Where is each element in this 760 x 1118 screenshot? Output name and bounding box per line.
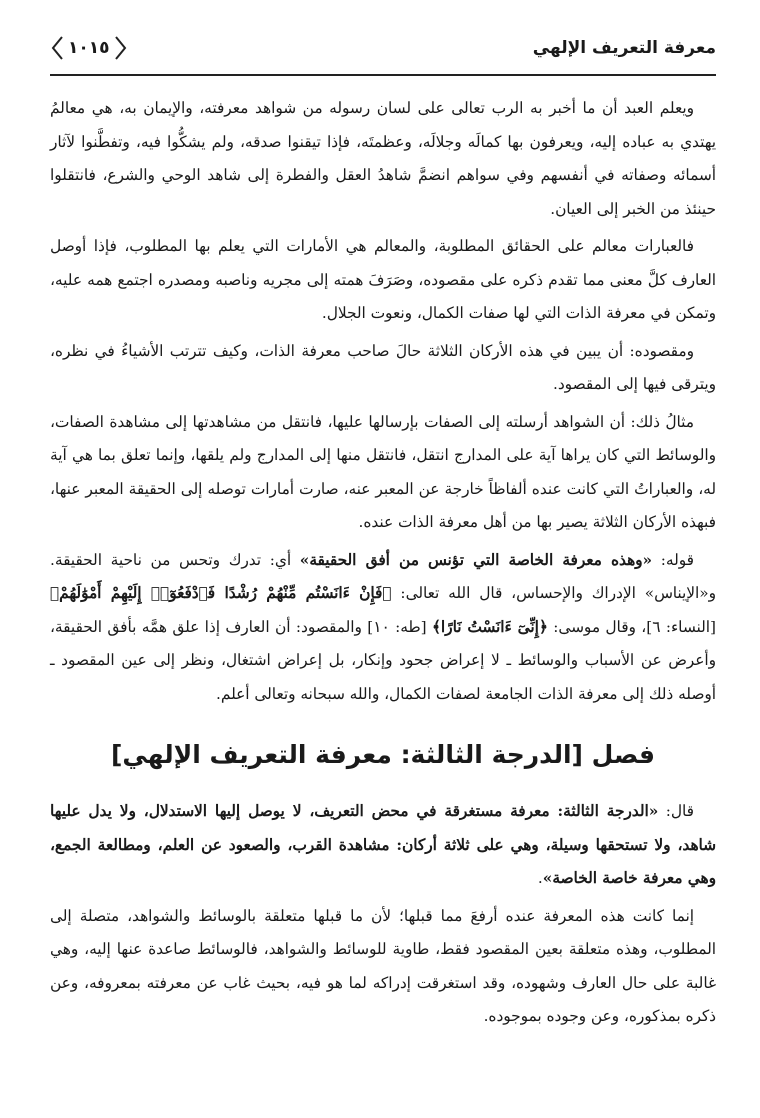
header-rule	[50, 74, 716, 76]
verse-reference-nisa: [النساء: ٦]، وقال موسى:	[547, 617, 716, 636]
bracket-left-icon	[50, 35, 64, 61]
qawluhu-intro: قوله:	[652, 550, 694, 569]
commentary-paragraph	[50, 544, 716, 712]
matn-paragraph	[50, 795, 716, 896]
commentary-rest: والمقصود: أن العارف إذا علق همَّه بأفق الحقيقة، وأعرض عن الأسباب والوسائط ـ لا إعراض جحود وإنكار، بل إعراض اشتغال، ونظر إلى عين المقصود ـ أوصله ذلك إلى معرفة الذات الجامعة لصفات الكمال، والله سبحانه وتعالى أعلم.	[50, 617, 716, 703]
bracket-right-icon	[114, 35, 128, 61]
qaal-intro: قال:	[658, 802, 694, 820]
section-heading: فصل [الدرجة الثالثة: معرفة التعريف الإلهي]	[111, 740, 655, 769]
quran-verse-taha: ﴿إِنِّىٓ ءَانَسْتُ نَارًا﴾	[431, 617, 548, 636]
page-number-frame	[50, 35, 128, 61]
verse-reference-taha: [طه: ١٠]	[367, 617, 432, 636]
final-paragraph: إنما كانت هذه المعرفة عنده أرفعَ مما قبلها؛ لأن ما قبلها متعلقة بالوسائط والشواهد، متصلة إلى المطلوب، وهذه متعلقة بعين المقصود فقط، طاوية للوسائط والشواهد، فالوسائط صاعدة عنها إليه، وهي غالبة على حال العارف وشهوده، وقد استغرقت إدراكه لما هو فيه، بحيث غاب عن معرفته بمعروفه، وعن ذكره بمذكوره، وعن وجوده بموجوده.	[50, 906, 716, 1025]
page-header	[50, 28, 716, 68]
paragraph-4: مثالُ ذلك: أن الشواهد أرسلته إلى الصفات بإرسالها عليها، فانتقل من مشاهدتها إلى مشاهدة الصفات، والوسائط التي كان يراها آية على المدارج انتقل، فانتقل منها إلى المدارج ولم يلقها، وإنما تعلق بما هي آية له، والعباراتُ التي كانت عنده ألفاظاً خارجة عن المعبر عنه، صارت أمارات توصله إلى الحقيقة المعبر عنها، فبهذه الأركان الثلاثة يصير بها من أهل معرفة الذات عنده.	[50, 412, 716, 531]
paragraph-3: ومقصوده: أن يبين في هذه الأركان الثلاثة حالَ صاحب معرفة الذات، وكيف تترتب الأشياءُ في نظره، ويترقى فيها إلى المقصود.	[50, 341, 716, 393]
paragraph-2: فالعبارات معالم على الحقائق المطلوبة، والمعالم هي الأمارات التي يعلم بها المطلوب، فإذا أوصل العارف كلَّ معنى مما تقدم ذكره على مقصوده، وصَرَفَ همته إلى مجريه وناصبه ومصدره اجتمع همه عليه، وتمكن في معرفة الذات التي لها صفات الكمال، ونعوت الجلال.	[50, 237, 716, 322]
matn-end: .	[537, 869, 543, 887]
matn-quote: «وهذه معرفة الخاصة التي تؤنس من أفق الحقيقة»	[299, 550, 653, 569]
running-title: معرفة التعريف الإلهي	[532, 38, 716, 58]
paragraph-1: ويعلم العبد أن ما أخبر به الرب تعالى على لسان رسوله من شواهد معرفته، والإيمان به، هي معالمُ يهتدي به عباده إليه، ويعرفون بها كمالَه وجلالَه، وعظمتَه، فإذا تيقنوا صدقه، ولم يشكُّوا فيه، وتفطَّنوا لآثار أسمائه وصفاته في أنفسهم وفي سواهم انضمَّ شاهدُ العقل والفطرة إلى شاهد الوحي والشرع، فانتقلوا حينئذ من الخبر إلى العيان.	[50, 99, 716, 218]
explanation-text: أي: تدرك وتحس من ناحية الحقيقة. و«الإيناس» الإدراك والإحساس، قال الله تعالى:	[50, 550, 716, 602]
quran-verse-nisa: ﴿فَإِنْ ءَانَسْتُم مِّنْهُمْ رُشْدًا فَٱدْفَعُوٓا۟ إِلَيْهِمْ أَمْوَٰلَهُمْ﴾	[50, 584, 392, 602]
page-number: ١٠١٥	[68, 38, 110, 58]
matn-third-degree: «الدرجة الثالثة: معرفة مستغرقة في محض التعريف، لا يوصل إليها الاستدلال، ولا يدل عليها شاهد، ولا تستحقها وسيلة، وهي على ثلاثة أركان: مشاهدة القرب، والصعود عن العلم، ومطالعة الجمع، وهي معرفة خاصة الخاصة»	[50, 802, 716, 887]
